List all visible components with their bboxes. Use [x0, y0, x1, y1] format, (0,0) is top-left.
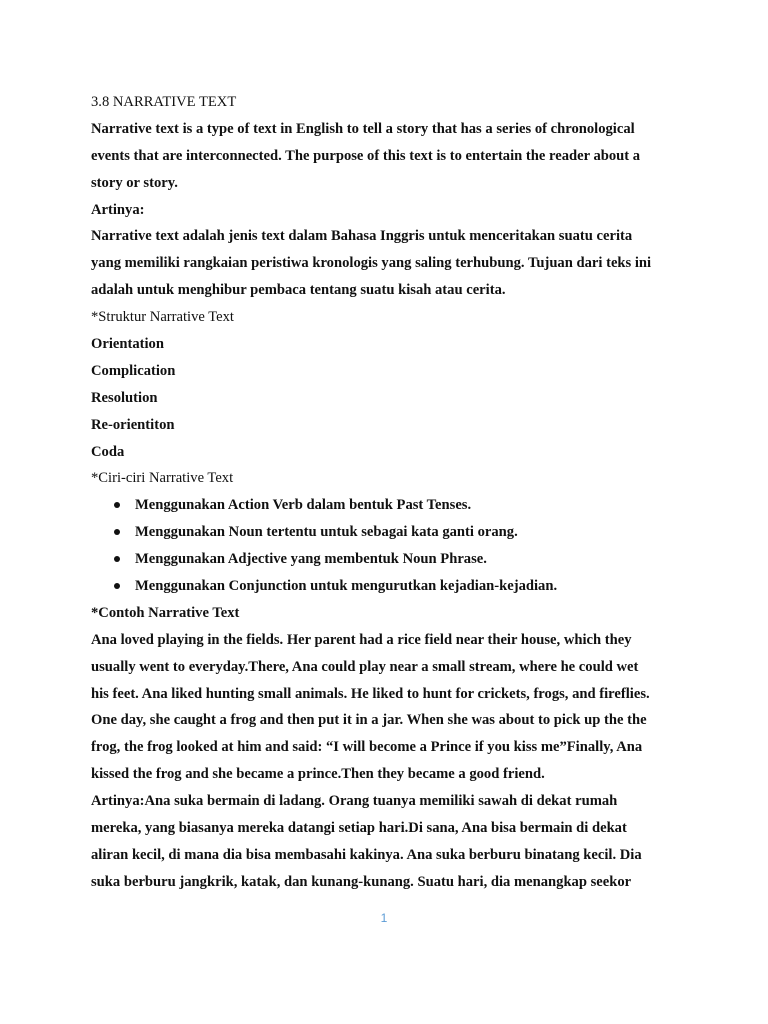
- example-heading: *Contoh Narrative Text: [91, 604, 240, 621]
- page-number: 1: [380, 911, 388, 925]
- list-item: [91, 573, 681, 600]
- example-translation-line: Artinya:Ana suka bermain di ladang. Orang tuanya memiliki sawah di dekat rumah: [91, 793, 618, 810]
- bullet-icon: [114, 583, 120, 589]
- example-line: his feet. Ana liked hunting small animals. He liked to hunt for crickets, frogs, and fireflies.: [91, 685, 650, 702]
- document-body: [91, 89, 681, 896]
- structure-item-orientation: Orientation: [91, 336, 164, 353]
- example-translation-line: mereka, yang biasanya mereka datangi setiap hari.Di sana, Ana bisa bermain di dekat: [91, 820, 627, 837]
- translation-line: Narrative text adalah jenis text dalam Bahasa Inggris untuk menceritakan suatu cerita: [91, 228, 633, 245]
- translation-line: yang memiliki rangkaian peristiwa kronologis yang saling terhubung. Tujuan dari teks ini: [91, 255, 652, 272]
- structure-item-complication: Complication: [91, 362, 176, 379]
- definition-line: events that are interconnected. The purpose of this text is to entertain the reader about a: [91, 147, 641, 164]
- features-list: [91, 492, 681, 600]
- features-heading: *Ciri-ciri Narrative Text: [91, 470, 234, 487]
- structure-item-coda: Coda: [91, 443, 125, 460]
- feature-text: Menggunakan Noun tertentu untuk sebagai kata ganti orang.: [135, 524, 518, 541]
- definition-line: story or story.: [91, 174, 178, 191]
- list-item: [91, 546, 681, 573]
- example-translation-line: suka berburu jangkrik, katak, dan kunang-kunang. Suatu hari, dia menangkap seekor: [91, 873, 632, 890]
- list-item: [91, 519, 681, 546]
- section-heading: 3.8 NARRATIVE TEXT: [91, 94, 237, 110]
- feature-text: Menggunakan Conjunction untuk mengurutkan kejadian-kejadian.: [135, 578, 558, 595]
- example-line: kissed the frog and she became a prince.Then they became a good friend.: [91, 766, 545, 783]
- example-translation-line: aliran kecil, di mana dia bisa membasahi kakinya. Ana suka berburu binatang kecil. Dia: [91, 846, 642, 863]
- structure-item-reorientation: Re-orientiton: [91, 416, 175, 433]
- example-line: One day, she caught a frog and then put it in a jar. When she was about to pick up the the: [91, 712, 647, 729]
- bullet-icon: [114, 502, 120, 508]
- example-line: frog, the frog looked at him and said: “I will become a Prince if you kiss me”Finally, Ana: [91, 739, 643, 756]
- definition-line: Narrative text is a type of text in English to tell a story that has a series of chronological: [91, 120, 635, 137]
- feature-text: Menggunakan Adjective yang membentuk Noun Phrase.: [135, 551, 487, 568]
- translation-label: Artinya:: [91, 201, 145, 218]
- structure-heading: *Struktur Narrative Text: [91, 309, 234, 326]
- translation-line: adalah untuk menghibur pembaca tentang suatu kisah atau cerita.: [91, 282, 506, 299]
- bullet-icon: [114, 529, 120, 535]
- feature-text: Menggunakan Action Verb dalam bentuk Past Tenses.: [135, 497, 472, 514]
- example-line: Ana loved playing in the fields. Her parent had a rice field near their house, which they: [91, 631, 632, 648]
- structure-item-resolution: Resolution: [91, 389, 158, 406]
- example-line: usually went to everyday.There, Ana could play near a small stream, where he could wet: [91, 658, 639, 675]
- list-item: [91, 492, 681, 519]
- bullet-icon: [114, 556, 120, 562]
